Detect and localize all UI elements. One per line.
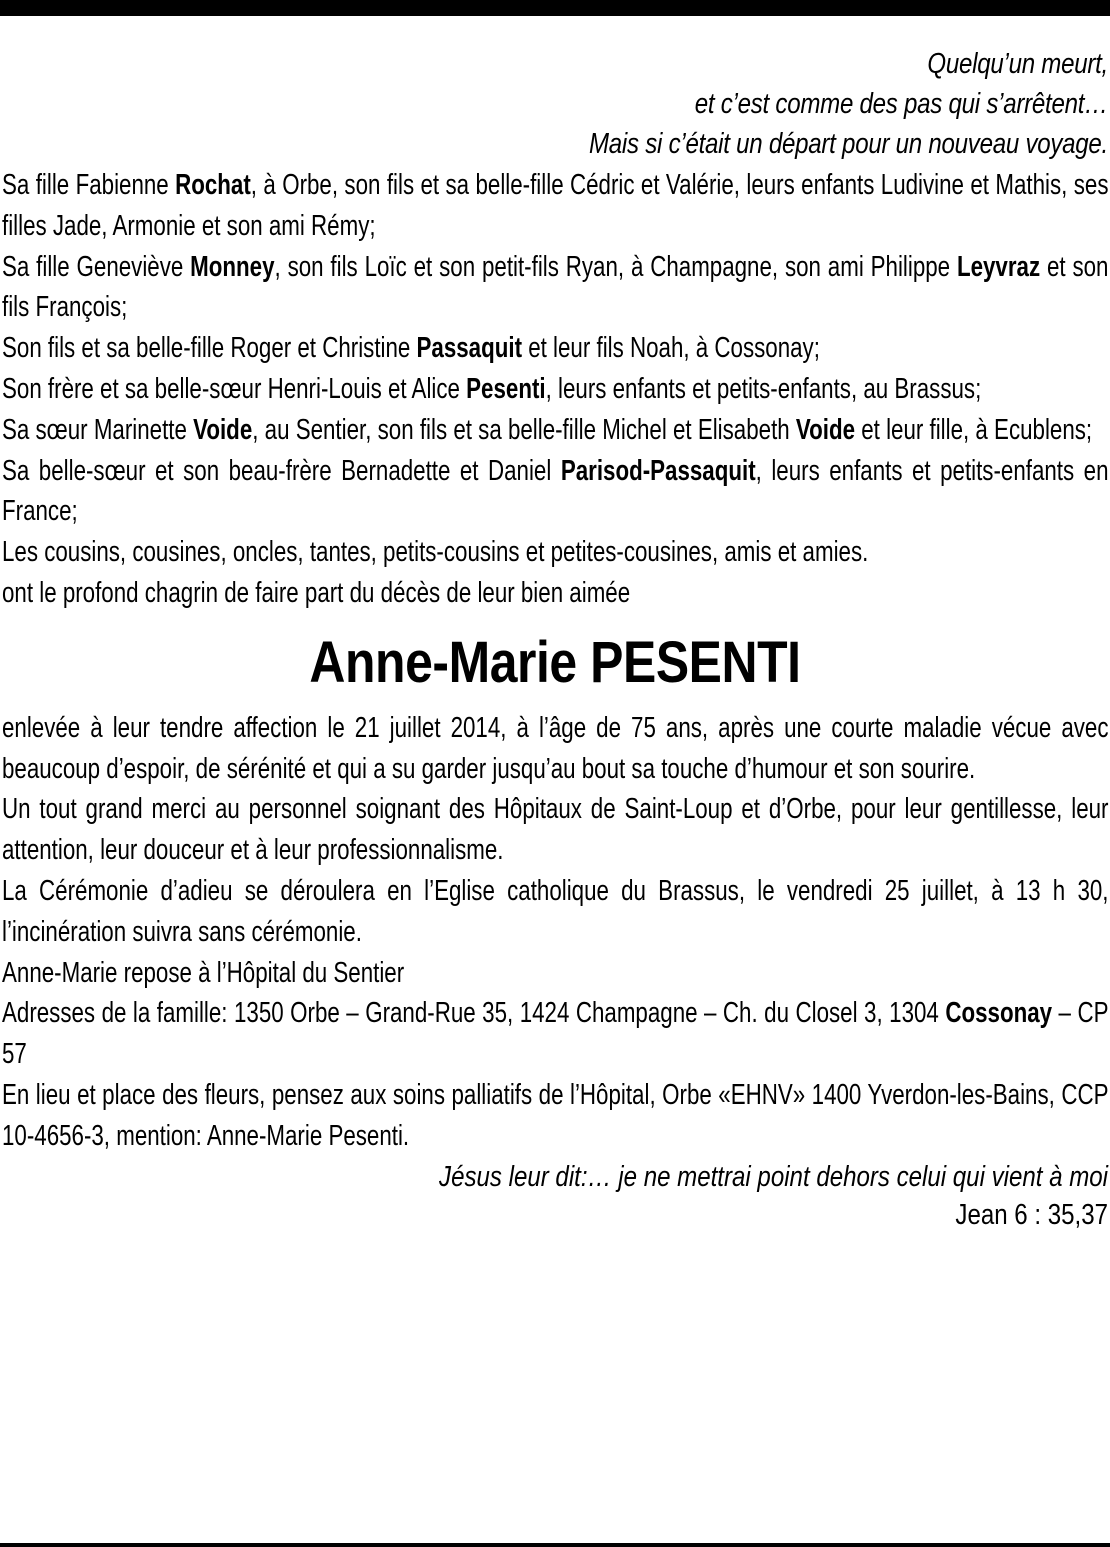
family-entry: Les cousins, cousines, oncles, tantes, petits-cousins et petites-cousines, amis et amies. [2,536,869,569]
family-entry-text: , au Sentier, son fils et sa belle-fille Michel et Elisabeth [252,413,796,446]
deceased-name: Anne-Marie PESENTI [309,629,801,695]
family-surname: Voide [193,413,253,446]
family-surname: Parisod-Passaquit [560,454,756,487]
family-entry-text: Sa belle-sœur et son beau-frère Bernadette et Daniel [2,454,561,487]
details-paragraph: enlevée à leur tendre affection le 21 juillet 2014, à l’âge de 75 ans, après une courte maladie vécue avec beaucoup d’espoir, de sérénité et qui a su garder jusqu’au bout sa touche d’humour et son sourire. [2,711,1109,785]
family-entry-text: Son fils et sa belle-fille Roger et Christine [2,332,417,365]
epigraph [2,44,1108,164]
address-text: Adresses de la famille: 1350 Orbe – Grand-Rue 35, 1424 Champagne – Ch. du Closel 3, 1304 [2,997,946,1030]
closing-reference: Jean 6 : 35,37 [955,1199,1108,1232]
family-surname: Passaquit [416,332,523,365]
family-entry-text: et leur fille, à Ecublens; [855,413,1093,446]
family-entry-text: , son fils Loïc et son petit-fils Ryan, à Champagne, son ami Philippe [274,250,957,283]
family-entry-text: et son fils François; [2,250,1109,324]
family-entry-text: Sa fille Fabienne [2,169,176,201]
details-paragraph: Anne-Marie repose à l’Hôpital du Sentier [2,956,405,989]
family-entry-text: Sa fille Geneviève [2,250,191,283]
details-paragraph: La Cérémonie d’adieu se déroulera en l’Eglise catholique du Brassus, le vendredi 25 juillet, à 13 h 30, l’incinération suivra sans cérémonie. [2,874,1109,948]
details-entries [2,708,1108,1157]
family-entry-text: , à Orbe, son fils et sa belle-fille Cédric et Valérie, leurs enfants Ludivine et Mathis, ses filles Jade, Armonie et son ami Rémy; [2,169,1109,242]
closing-quote: Jésus leur dit:… je ne mettrai point dehors celui qui vient à moi [439,1160,1108,1193]
family-entry-text: et leur fils Noah, à Cossonay; [522,332,820,365]
family-surname: Voide [795,413,856,446]
family-entries [2,165,1108,614]
family-surname: Monney [190,250,275,283]
address-town: Cossonay [945,997,1053,1030]
announcement-line: ont le profond chagrin de faire part du décès de leur bien aimée [2,576,631,609]
obituary-notice [2,44,1108,1233]
family-list [2,165,1108,614]
family-entry [2,410,1108,451]
details-paragraph: En lieu et place des fleurs, pensez aux soins palliatifs de l’Hôpital, Orbe «EHNV» 1400 Yverdon-les-Bains, CCP 10-4656-3, mention: Anne-Marie Pesenti. [2,1078,1109,1152]
details [2,708,1108,1157]
family-entry-text: Son frère et sa belle-sœur Henri-Louis et Alice [2,372,467,405]
address-text: – CP 57 [2,997,1109,1071]
family-entry [2,165,1108,247]
family-entry-text: Sa sœur Marinette [2,413,194,446]
family-surname: Pesenti [466,372,546,405]
family-surname: Rochat [175,169,251,201]
family-entry [2,247,1108,329]
family-addresses [2,993,1108,1075]
bottom-rule [0,1543,1110,1547]
details-paragraph: Un tout grand merci au personnel soignant des Hôpitaux de Saint-Loup et d’Orbe, pour leur gentillesse, leur attention, leur douceur et à leur professionnalisme. [2,793,1109,867]
family-entry [2,328,1108,369]
top-rule [0,0,1110,16]
family-entry [2,451,1108,533]
epigraph-line: Mais si c’était un départ pour un nouveau voyage. [588,128,1108,160]
family-entry [2,369,1108,410]
epigraph-line: Quelqu’un meurt, [927,48,1108,80]
family-entry-text: , leurs enfants et petits-enfants en France; [2,454,1109,528]
family-surname: Leyvraz [956,250,1041,283]
family-entry-text: , leurs enfants et petits-enfants, au Brassus; [545,372,982,405]
epigraph-line: et c’est comme des pas qui s’arrêtent… [694,88,1108,120]
